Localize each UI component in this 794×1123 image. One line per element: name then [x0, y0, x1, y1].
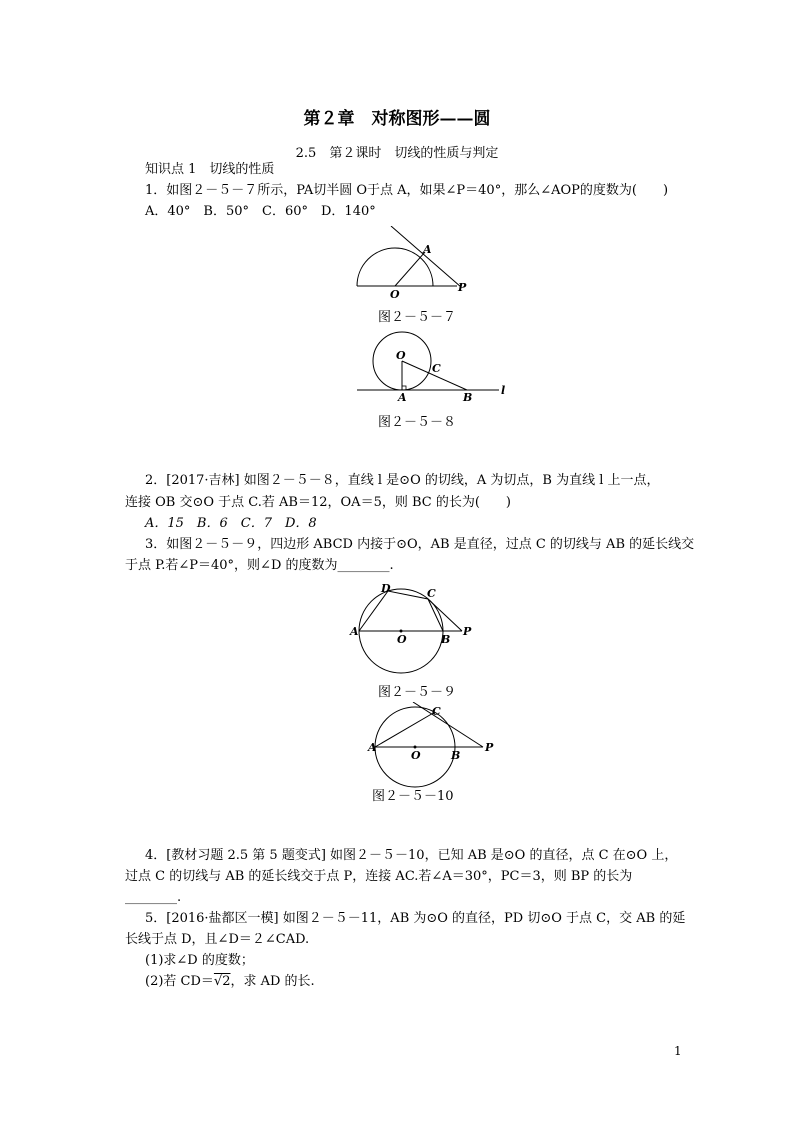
fig258-label-b: B: [463, 391, 473, 404]
fig2510-label-b: B: [451, 749, 461, 762]
sqrt-two: √2: [213, 974, 231, 989]
figure-2-5-10-caption: 图２－５－10: [372, 789, 454, 804]
question-5-part-2-suffix: ，求 AD 的长.: [230, 974, 315, 989]
fig2510-label-o: O: [411, 749, 421, 762]
question-2-options: A．15 B．6 C．7 D．8: [145, 516, 317, 531]
question-4-stem-line1: 4．[教材习题 2.5 第 5 题变式] 如图２－５－10，已知 AB 是⊙O 的直径，点 C 在⊙O 上，: [145, 848, 678, 863]
question-4-stem-line3: ________.: [125, 890, 182, 905]
fig2510-label-c: C: [432, 705, 441, 718]
fig258-label-l: l: [501, 384, 506, 397]
fig257-label-p: P: [458, 281, 467, 294]
fig259-label-b: B: [441, 633, 451, 646]
question-1-options: A．40° B．50° C．60° D．140°: [145, 204, 376, 219]
fig259-label-p: P: [463, 625, 472, 638]
question-5-part-2: [145, 972, 315, 992]
question-1-stem: 1．如图２－５－７所示，PA切半圆 O于点 A，如果∠P＝40°，那么∠AOP的度数为( ): [145, 183, 669, 198]
figure-2-5-10: [365, 702, 500, 788]
fig258-label-c: C: [432, 362, 441, 375]
fig258-label-o: O: [396, 349, 406, 362]
question-5-part-2-prefix: (2)若 CD＝: [145, 974, 214, 989]
fig259-label-c: C: [427, 587, 436, 600]
question-3-stem-line1: 3．如图２－５－９，四边形 ABCD 内接于⊙O，AB 是直径，过点 C 的切线与 AB 的延长线交: [145, 537, 695, 552]
page-number: 1: [674, 1044, 682, 1058]
question-3-stem-line2: 于点 P.若∠P＝40°，则∠D 的度数为________.: [125, 558, 394, 573]
question-5-part-1: (1)求∠D 的度数；: [145, 953, 254, 968]
fig257-label-o: O: [390, 288, 400, 300]
question-5-stem-line1: 5．[2016·盐都区一模] 如图２－５－11，AB 为⊙O 的直径，PD 切⊙O 于点 C，交 AB 的延: [145, 911, 686, 926]
figure-2-5-9: [345, 580, 480, 676]
section-subtitle: 2.5 第２课时 切线的性质与判定: [295, 146, 499, 161]
figure-2-5-8: [355, 330, 515, 404]
fig258-label-a: A: [398, 391, 407, 404]
question-5-stem-line2: 长线于点 D，且∠D＝２∠CAD.: [125, 932, 310, 947]
question-2-stem-line2: 连接 OB 交⊙O 于点 C.若 AB＝12，OA＝5，则 BC 的长为( ): [125, 495, 511, 510]
fig259-label-o: O: [397, 633, 407, 646]
fig259-label-d: D: [381, 582, 391, 595]
figure-2-5-8-caption: 图２－５－８: [378, 415, 457, 430]
knowledge-point-heading: 知识点 1 切线的性质: [145, 162, 275, 177]
fig2510-label-a: A: [368, 741, 377, 754]
figure-2-5-7-caption: 图２－５－７: [378, 310, 457, 325]
question-2-stem-line1: 2．[2017·吉林] 如图２－５－８，直线 l 是⊙O 的切线，A 为切点，B 为直线 l 上一点，: [145, 473, 660, 488]
question-4-stem-line2: 过点 C 的切线与 AB 的延长线交于点 P，连接 AC.若∠A＝30°，PC＝3，则 BP 的长为: [125, 869, 633, 884]
chapter-title: 第２章 对称图形——圆: [303, 109, 491, 129]
fig257-label-a: A: [423, 243, 432, 256]
fig2510-label-p: P: [485, 741, 494, 754]
figure-2-5-7: [345, 226, 475, 300]
fig259-label-a: A: [350, 625, 359, 638]
figure-2-5-9-caption: 图２－５－９: [378, 685, 457, 700]
